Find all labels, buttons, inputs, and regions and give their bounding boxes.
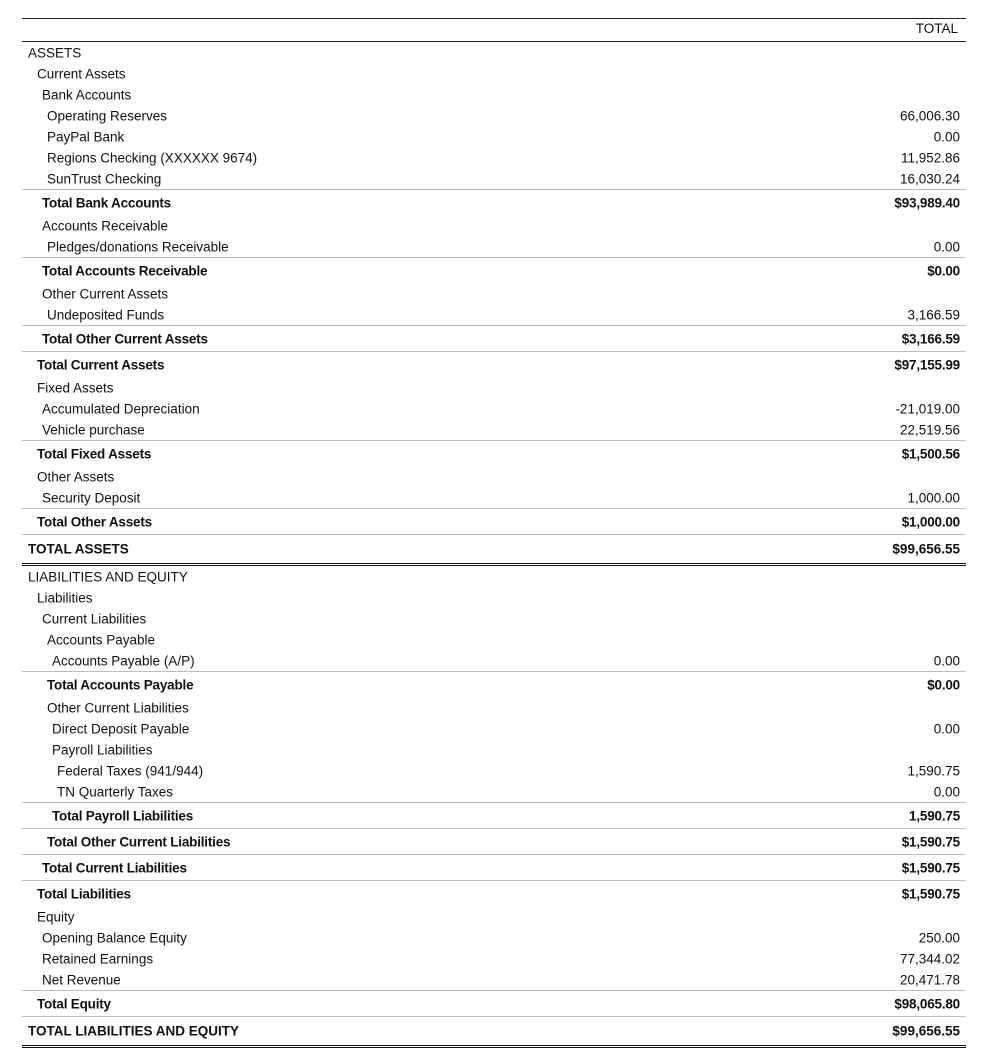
row-amount: $0.00 xyxy=(927,677,960,692)
row-label: Total Equity xyxy=(37,996,111,1011)
row-amount: $1,500.56 xyxy=(901,446,960,461)
row-label: Accounts Payable xyxy=(47,632,156,647)
row-label: Opening Balance Equity xyxy=(42,930,187,945)
row-amount: $0.00 xyxy=(927,263,960,278)
row-amount: 0.00 xyxy=(933,721,960,736)
row-amount: 0.00 xyxy=(933,784,960,799)
row-label: Accounts Receivable xyxy=(42,218,169,233)
account-row xyxy=(22,398,966,419)
row-label: Pledges/donations Receivable xyxy=(47,239,229,254)
row-label: Operating Reserves xyxy=(47,108,168,123)
row-label: Total Accounts Payable xyxy=(47,677,194,692)
row-label: TN Quarterly Taxes xyxy=(57,784,174,799)
row-amount: $1,000.00 xyxy=(901,514,960,529)
section-heading-row xyxy=(22,906,966,927)
account-row xyxy=(22,781,966,802)
row-label: Other Current Assets xyxy=(42,286,169,301)
row-amount: 3,166.59 xyxy=(907,307,960,322)
row-amount: 66,006.30 xyxy=(899,108,960,123)
row-label: Total Accounts Receivable xyxy=(42,263,208,278)
account-row xyxy=(22,927,966,948)
row-label: Retained Earnings xyxy=(42,951,154,966)
grand-total-row xyxy=(22,1016,966,1048)
account-row xyxy=(22,304,966,325)
row-amount: $1,590.75 xyxy=(901,860,960,875)
account-row xyxy=(22,948,966,969)
row-amount: $99,656.55 xyxy=(892,1023,960,1039)
subtotal-row xyxy=(22,854,966,880)
row-label: SunTrust Checking xyxy=(47,171,162,186)
row-label: Total Liabilities xyxy=(37,886,131,901)
subtotal-row xyxy=(22,671,966,697)
row-amount: 1,000.00 xyxy=(907,490,960,505)
balance-sheet-report xyxy=(22,18,966,1048)
row-label: PayPal Bank xyxy=(47,129,125,144)
subtotal-row xyxy=(22,440,966,466)
row-label: Total Fixed Assets xyxy=(37,446,152,461)
row-label: ASSETS xyxy=(28,45,82,60)
account-row xyxy=(22,419,966,440)
row-label: Other Current Liabilities xyxy=(47,700,189,715)
section-heading-row xyxy=(22,629,966,650)
row-amount: 11,952.86 xyxy=(900,150,960,165)
section-heading-row xyxy=(22,215,966,236)
row-label: Total Payroll Liabilities xyxy=(52,808,194,823)
row-label: Total Other Assets xyxy=(37,514,152,529)
row-amount: -21,019.00 xyxy=(895,401,960,416)
account-row xyxy=(22,718,966,739)
section-heading-row xyxy=(22,283,966,304)
section-heading-row xyxy=(22,608,966,629)
row-amount: 0.00 xyxy=(933,239,960,254)
row-label: Fixed Assets xyxy=(37,380,114,395)
report-rows xyxy=(22,42,966,1048)
row-label: Bank Accounts xyxy=(42,87,132,102)
row-label: Federal Taxes (941/944) xyxy=(57,763,204,778)
row-amount: $93,989.40 xyxy=(894,195,960,210)
row-label: Total Other Current Liabilities xyxy=(47,834,231,849)
row-amount: $98,065.80 xyxy=(894,996,960,1011)
subtotal-row xyxy=(22,257,966,283)
section-heading-row xyxy=(22,697,966,718)
section-heading-row xyxy=(22,377,966,398)
row-label: Total Current Assets xyxy=(37,357,165,372)
total-column-header: TOTAL xyxy=(915,21,958,36)
report-header xyxy=(22,18,966,42)
account-row xyxy=(22,126,966,147)
row-amount: $1,590.75 xyxy=(901,886,960,901)
row-amount: 1,590.75 xyxy=(907,763,960,778)
row-label: Other Assets xyxy=(37,469,115,484)
row-label: Net Revenue xyxy=(42,972,121,987)
row-label: Undeposited Funds xyxy=(47,307,165,322)
subtotal-row xyxy=(22,325,966,351)
row-amount: 16,030.24 xyxy=(899,171,960,186)
subtotal-row xyxy=(22,802,966,828)
subtotal-row xyxy=(22,990,966,1016)
row-label: Current Liabilities xyxy=(42,611,147,626)
account-row xyxy=(22,487,966,508)
account-row xyxy=(22,650,966,671)
account-row xyxy=(22,147,966,168)
row-amount: $1,590.75 xyxy=(901,834,960,849)
account-row xyxy=(22,760,966,781)
row-label: Accumulated Depreciation xyxy=(42,401,200,416)
row-label: Vehicle purchase xyxy=(42,422,145,437)
section-heading-row xyxy=(22,42,966,63)
row-label: Direct Deposit Payable xyxy=(52,721,190,736)
row-amount: 0.00 xyxy=(933,129,960,144)
row-amount: 22,519.56 xyxy=(899,422,960,437)
row-amount: 250.00 xyxy=(918,930,960,945)
subtotal-row xyxy=(22,508,966,534)
account-row xyxy=(22,236,966,257)
section-heading-row xyxy=(22,739,966,760)
row-amount: $97,155.99 xyxy=(894,357,960,372)
row-label: LIABILITIES AND EQUITY xyxy=(28,569,188,584)
account-row xyxy=(22,168,966,189)
row-label: Total Other Current Assets xyxy=(42,331,208,346)
row-label: TOTAL LIABILITIES AND EQUITY xyxy=(28,1023,240,1039)
row-label: Liabilities xyxy=(37,590,93,605)
section-heading-row xyxy=(22,466,966,487)
grand-total-row xyxy=(22,534,966,566)
row-amount: 1,590.75 xyxy=(909,808,960,823)
row-amount: $99,656.55 xyxy=(892,541,960,557)
row-amount: 77,344.02 xyxy=(899,951,960,966)
row-amount: 0.00 xyxy=(933,653,960,668)
section-heading-row xyxy=(22,63,966,84)
subtotal-row xyxy=(22,189,966,215)
row-label: Equity xyxy=(37,909,75,924)
row-amount: 20,471.78 xyxy=(899,972,960,987)
section-heading-row xyxy=(22,566,966,587)
subtotal-row xyxy=(22,351,966,377)
row-label: Accounts Payable (A/P) xyxy=(52,653,195,668)
section-heading-row xyxy=(22,84,966,105)
row-label: Current Assets xyxy=(37,66,126,81)
row-amount: $3,166.59 xyxy=(901,331,960,346)
account-row xyxy=(22,969,966,990)
section-heading-row xyxy=(22,587,966,608)
account-row xyxy=(22,105,966,126)
subtotal-row xyxy=(22,880,966,906)
subtotal-row xyxy=(22,828,966,854)
row-label: Security Deposit xyxy=(42,490,141,505)
row-label: Total Bank Accounts xyxy=(42,195,171,210)
row-label: TOTAL ASSETS xyxy=(28,541,129,557)
row-label: Payroll Liabilities xyxy=(52,742,153,757)
row-label: Regions Checking (XXXXXX 9674) xyxy=(47,150,258,165)
row-label: Total Current Liabilities xyxy=(42,860,187,875)
